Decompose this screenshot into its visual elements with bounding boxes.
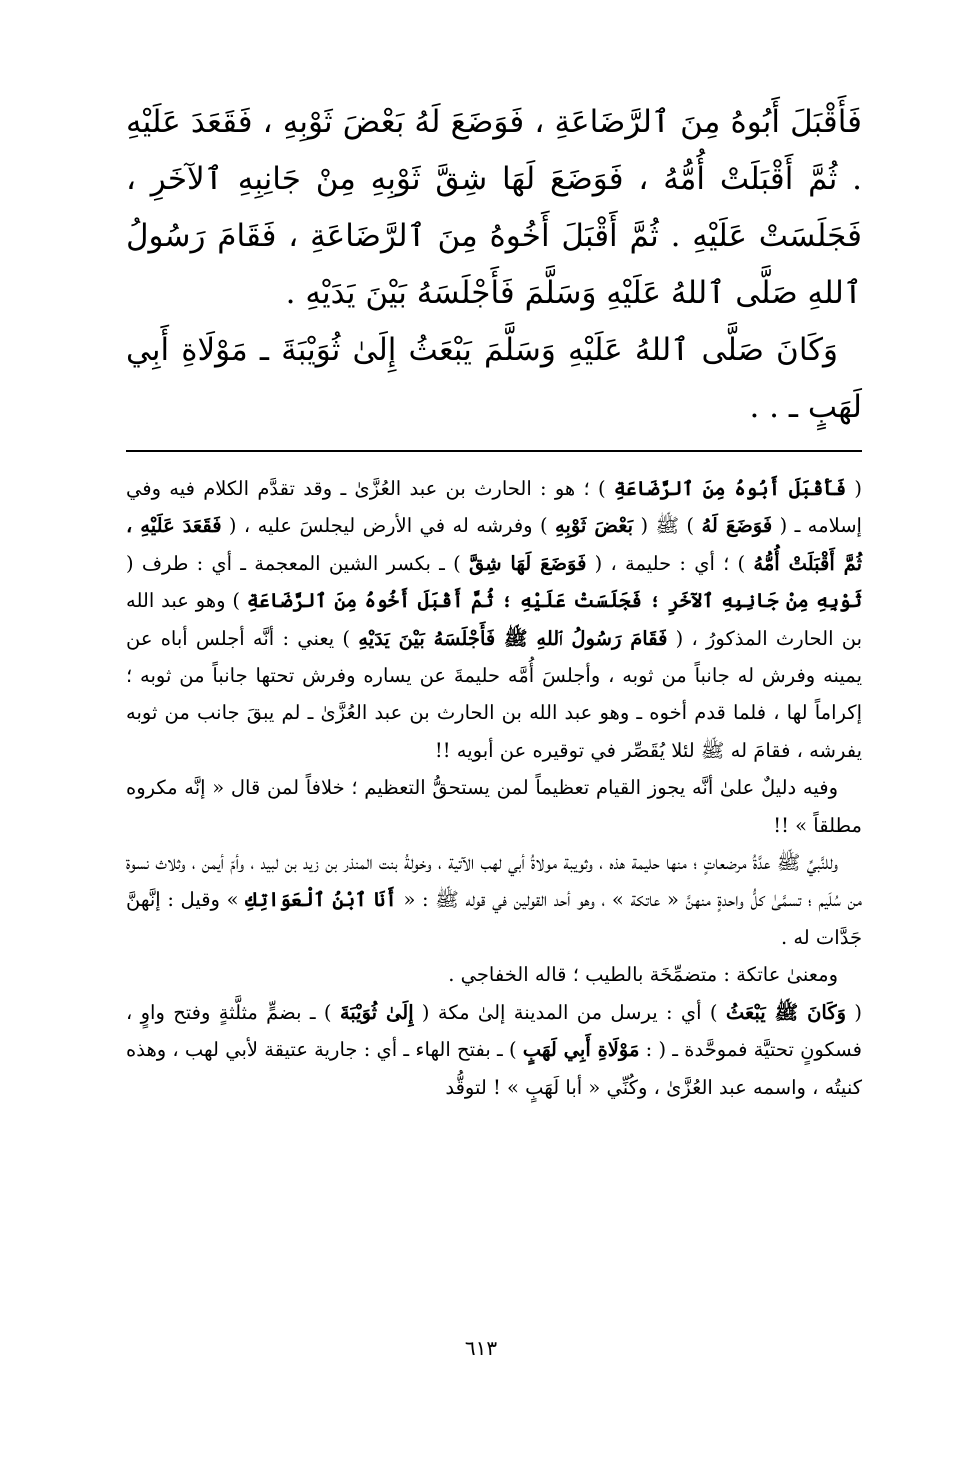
- commentary-segment: ) ـ بكسر الشين المعجمة ـ أي : طرف (: [126, 551, 469, 575]
- open-paren: (: [846, 1000, 862, 1024]
- quoted-phrase: مَوْلَاةِ أَبِي لَهَبٍ: [522, 1038, 640, 1062]
- quoted-phrase: فَقَعَدَ عَلَيْهِ ، ثُمَّ أَقْبَلَتْ أُمُّهُ: [126, 514, 863, 575]
- page-body: [126, 94, 862, 1106]
- quoted-phrase: فَوَضَعَ لَهُ: [701, 514, 773, 538]
- main-text-paragraph-2: وَكَانَ صَلَّى ٱللهُ عَلَيْهِ وَسَلَّمَ يَبْعَثُ إِلَىٰ ثُوَيْبَةَ ـ مَوْلَاةِ أَبِي لَهَبٍ ـ . .: [126, 332, 862, 425]
- commentary-paragraph-3: [126, 844, 862, 956]
- commentary-segment: ) يعني : أنَّه أجلس أباه عن يمينه وفرش له جانباً من ثوبه ، وأجلسَ أُمَّه حليمةَ عن يساره وفرش تحتها جانباً من ثوبه ؛ إكراماً لها ، فلما قدم أخوه ـ وهو عبد الله بن الحارث بن عبد العُزَّىٰ ـ لم يبقَ جانب من ثوبه يفرشه ، فقامَ له ﷺ لئلا يُقَصِّر في توقيره عن أبويه !!: [126, 626, 862, 762]
- commentary-paragraph-4: ومعنىٰ عاتكة : متضمِّخَة بالطيب ؛ قاله الخفاجي .: [448, 963, 838, 987]
- quoted-phrase: فَأَقْبَلَ أَبُوهُ مِنَ ٱلرَّضَاعَةِ: [613, 477, 847, 500]
- commentary-segment: ) ﷺ (: [633, 514, 702, 538]
- commentary-segment: وللنَّبيِّ ﷺ عدَّةُ مرضعاتٍ ؛ منها حليمة هذه ، وثويبة مولاةُ أبي لهب الآتية ، وخولةُ بنت المنذر بن زيد بن لبيد ، وأمّ أيمن ، وثلاث نسوة من سُلَيم ؛ تسمَّىٰ كلُّ واحدةٍ منهنَّ « عاتكة » ، وهو أحد القولين في قوله ﷺ : «: [126, 851, 863, 912]
- quoted-phrase: ثَوْبِهِ مِنْ جَانِبِهِ ٱلآخَرِ ؛ فَجَلَسَتْ عَلَيْهِ ؛ ثُمَّ أَقْبَلَ أَخُوهُ مِنَ ٱلرَّضَاعَةِ: [246, 589, 862, 613]
- commentary-segment: ) ؛ أي : حليمة ، (: [586, 551, 754, 575]
- commentary-paragraph-1: ( فَأَقْبَلَ أَبُوهُ مِنَ ٱلرَّضَاعَةِ ) ؛ هو : الحارث بن عبد العُزَّىٰ ـ وقد تقدَّم الكلام فيه وفي إسلامه ـ ( فَوَضَعَ لَهُ ) ﷺ ( بَعْضَ ثَوْبِهِ ) وفرشه له في الأرض ليجلسَ عليه ، ( فَقَعَدَ عَلَيْهِ ، ثُمَّ أَقْبَلَتْ أُمُّهُ ) ؛ أي : حليمة ، ( فَوَضَعَ لَهَا شِقَّ ) ـ بكسر الشين المعجمة ـ أي : طرف ( ثَوْبِهِ مِنْ جَانِبِهِ ٱلآخَرِ ؛ فَجَلَسَتْ عَلَيْهِ ؛ ثُمَّ أَقْبَلَ أَخُوهُ مِنَ ٱلرَّضَاعَةِ ) وهو عبد الله بن الحارث المذكورُ ، ( فَقَامَ رَسُولُ ٱللهِ ﷺ فَأَجْلَسَهُ بَيْنَ يَدَيْهِ ) يعني : أنَّه أجلس أباه عن يمينه وفرش له جانباً من ثوبه ، وأجلسَ أُمَّه حليمةَ عن يساره وفرش تحتها جانباً من ثوبه ؛ إكراماً لها ، فلما قدم أخوه ـ وهو عبد الله بن الحارث بن عبد العُزَّىٰ ـ لم يبقَ جانب من ثوبه يفرشه ، فقامَ له ﷺ لئلا يُقَصِّر في توقيره عن أبويه !!: [126, 477, 863, 762]
- quoted-phrase: وَكَانَ ﷺ يَبْعَثُ: [725, 1000, 847, 1024]
- commentary-text: [126, 470, 862, 1106]
- quoted-phrase: فَقَامَ رَسُولُ ٱللهِ ﷺ فَأَجْلَسَهُ بَيْنَ يَدَيْهِ: [358, 626, 668, 650]
- quoted-phrase: بَعْضَ ثَوْبِهِ: [554, 514, 634, 538]
- commentary-paragraph-2: وفيه دليلٌ علىٰ أنَّه يجوز القيام تعظيماً لمن يستحقُّ التعظيم ؛ خلافاً لمن قال « إنَّه مكروه مطلقاً » !!: [126, 776, 862, 837]
- main-text: [126, 94, 862, 436]
- commentary-segment: ) وهو عبد الله بن الحارث المذكورُ ، (: [126, 589, 862, 650]
- commentary-paragraph-5: [126, 994, 862, 1106]
- commentary-segment: ) ـ بضمٍّ مثلَّثةٍ وفتح واوٍ ، فسكونٍ تحتيَّة فموحَّدة ـ ( :: [126, 1000, 862, 1062]
- commentary-segment: ) ـ بفتح الهاء ـ أي : جارية عتيقة لأبي لهب ، وهذه كنيتُه ، واسمه عبد العُزَّىٰ ، وكُنِّي « أبا لَهَبٍ » ! لتوقُّد: [126, 1038, 862, 1099]
- footnote-divider: [126, 450, 862, 452]
- commentary-segment: ) ؛ هو : الحارث بن عبد العُزَّىٰ ـ وقد تقدَّم الكلام فيه وفي إسلامه ـ (: [126, 477, 862, 538]
- commentary-segment: » وقيل : إنَّهنَّ جَدَّات له .: [126, 888, 862, 949]
- quoted-phrase: أَنَا ٱبْنُ ٱلْعَوَاتِكِ: [245, 888, 397, 912]
- quoted-phrase: فَوَضَعَ لَهَا شِقَّ: [468, 551, 587, 575]
- main-text-paragraph-1: فَأَقْبَلَ أَبُوهُ مِنَ ٱلرَّضَاعَةِ ، فَوَضَعَ لَهُ بَعْضَ ثَوْبِهِ ، فَقَعَدَ عَلَيْهِ . ثُمَّ أَقْبَلَتْ أُمُّهُ ، فَوَضَعَ لَهَا شِقَّ ثَوْبِهِ مِنْ جَانِبِهِ ٱلآخَرِ ، فَجَلَسَتْ عَلَيْهِ . ثُمَّ أَقْبَلَ أَخُوهُ مِنَ ٱلرَّضَاعَةِ ، فَقَامَ رَسُولُ ٱللهِ صَلَّى ٱللهُ عَلَيْهِ وَسَلَّمَ فَأَجْلَسَهُ بَيْنَ يَدَيْهِ .: [126, 104, 862, 311]
- commentary-segment: ) أي : يرسل من المدينة إلىٰ مكة (: [413, 1000, 726, 1024]
- commentary-segment: ) وفرشه له في الأرض ليجلسَ عليه ، (: [221, 514, 555, 538]
- page-number: ٦١٣: [464, 1336, 498, 1360]
- quoted-phrase: إِلَىٰ ثُوَيْبَةَ: [339, 1000, 414, 1024]
